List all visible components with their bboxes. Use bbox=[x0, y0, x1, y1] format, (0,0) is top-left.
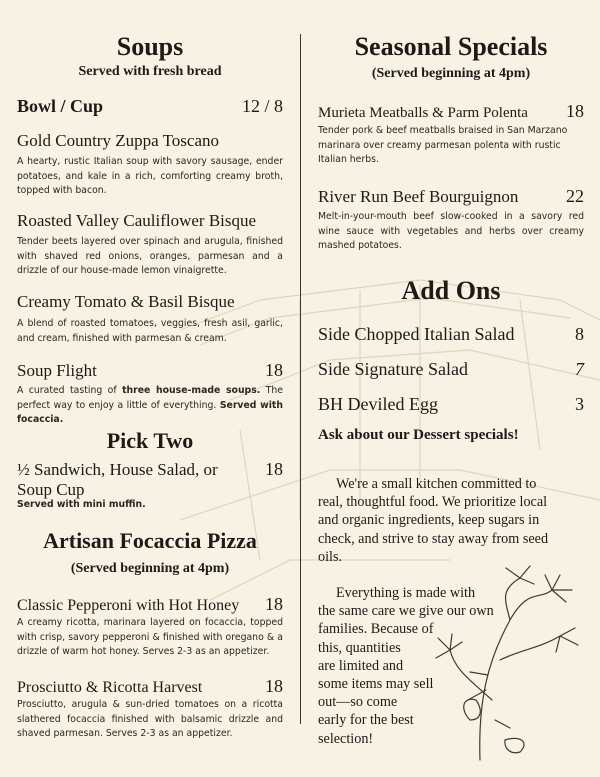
special-item-name: Murieta Meatballs & Parm Polenta bbox=[318, 105, 528, 121]
pick-two-title: Pick Two bbox=[106, 428, 194, 453]
specials-subtitle: (Served beginning at 4pm) bbox=[371, 66, 531, 81]
pizza-subtitle: (Served beginning at 4pm) bbox=[70, 561, 230, 576]
pizza-title: Artisan Focaccia Pizza bbox=[43, 528, 257, 553]
addon-row bbox=[318, 359, 584, 380]
soups-subtitle: Served with fresh bread bbox=[78, 64, 222, 79]
pick-two-desc: Served with mini muffin. bbox=[17, 499, 146, 510]
specials-title: Seasonal Specials bbox=[354, 32, 548, 61]
soup-item-desc: Tender beets layered over spinach and arugula, finished with shaved red onions, oranges, parmesan and a drizzle of our house-made lemon vinaigrette. bbox=[17, 236, 283, 276]
bowl-cup-label: Bowl / Cup bbox=[17, 96, 104, 116]
soup-flight-name: Soup Flight bbox=[17, 361, 97, 380]
pick-two-item: ½ Sandwich, House Salad, or Soup Cup bbox=[17, 460, 218, 499]
addon-name: Side Chopped Italian Salad bbox=[318, 324, 515, 344]
pizza-item-name: Prosciutto & Ricotta Harvest bbox=[17, 679, 203, 696]
bowl-cup-price: 12 / 8 bbox=[241, 96, 283, 116]
soup-item-name: Roasted Valley Cauliflower Bisque bbox=[17, 211, 257, 230]
soup-item-name: Gold Country Zuppa Toscano bbox=[17, 131, 219, 150]
soup-flight-price: 18 bbox=[265, 360, 283, 380]
pick-two-row bbox=[17, 459, 283, 500]
addon-row bbox=[318, 324, 584, 345]
soups-title: Soups bbox=[116, 32, 184, 61]
soup-item-desc: A hearty, rustic Italian soup with savory sausage, ender potatoes, and kale in a rich, comforting creamy broth, topped with bacon. bbox=[17, 156, 283, 196]
column-divider bbox=[300, 34, 301, 724]
special-item-name: River Run Beef Bourguignon bbox=[318, 187, 519, 206]
special-item-row bbox=[318, 186, 584, 207]
soup-item-desc: A blend of roasted tomatoes, veggies, fresh asil, garlic, and cream, finished with parmesan & cream. bbox=[17, 318, 283, 344]
pizza-item-desc: A creamy ricotta, marinara layered on focaccia, topped with crisp, savory pepperoni & finished with oregano & a drizzle of warm hot honey. Serves 2-3 as an appetizer. bbox=[17, 617, 283, 657]
addons-title: Add Ons bbox=[401, 276, 501, 305]
pizza-item-name: Classic Pepperoni with Hot Honey bbox=[17, 597, 240, 614]
pick-two-price: 18 bbox=[265, 459, 283, 479]
special-item-desc: Melt-in-your-mouth beef slow-cooked in a savory red wine sauce with vegetables and herbs over creamy mashed potatoes. bbox=[318, 211, 584, 251]
addon-price: 7 bbox=[575, 359, 584, 379]
addon-name: Side Signature Salad bbox=[318, 359, 468, 379]
addon-name: BH Deviled Egg bbox=[318, 394, 438, 414]
special-item-price: 22 bbox=[566, 186, 584, 206]
special-item-price: 18 bbox=[566, 101, 584, 121]
special-item-row bbox=[318, 101, 584, 122]
pizza-item-price: 18 bbox=[265, 676, 283, 696]
special-item-desc: Tender pork & beef meatballs braised in San Marzano marinara over creamy parmesan polenta with rustic Italian herbs. bbox=[318, 125, 568, 165]
bowl-cup-row bbox=[17, 96, 283, 117]
soup-flight-row bbox=[17, 360, 283, 381]
soup-item-name: Creamy Tomato & Basil Bisque bbox=[17, 292, 235, 311]
soup-flight-desc: A curated tasting of three house-made soups. The perfect way to enjoy a little of everything. Served with focaccia. bbox=[17, 385, 284, 425]
pizza-item-price: 18 bbox=[265, 594, 283, 614]
dessert-note: Ask about our Dessert specials! bbox=[318, 427, 519, 443]
addon-price: 8 bbox=[575, 324, 584, 344]
pizza-item-row bbox=[17, 594, 283, 615]
pizza-item-desc: Prosciutto, arugula & sun-dried tomatoes on a ricotta slathered focaccia finished with balsamic drizzle and shaved parmesan. Serves 2-3 as an appetizer. bbox=[17, 699, 283, 739]
addon-row bbox=[318, 394, 584, 415]
kitchen-note: We're a small kitchen committed to real, thoughtful food. We prioritize local and organic ingredients, keep sugars in check, and strive to stay away from seed oils. bbox=[318, 476, 549, 565]
addon-price: 3 bbox=[575, 394, 584, 414]
care-note: Everything is made with the same care we give our own families. Because of this, quantities are limited and some items may sell out—so come early for the best selection! bbox=[318, 585, 494, 747]
pizza-item-row bbox=[17, 676, 283, 697]
